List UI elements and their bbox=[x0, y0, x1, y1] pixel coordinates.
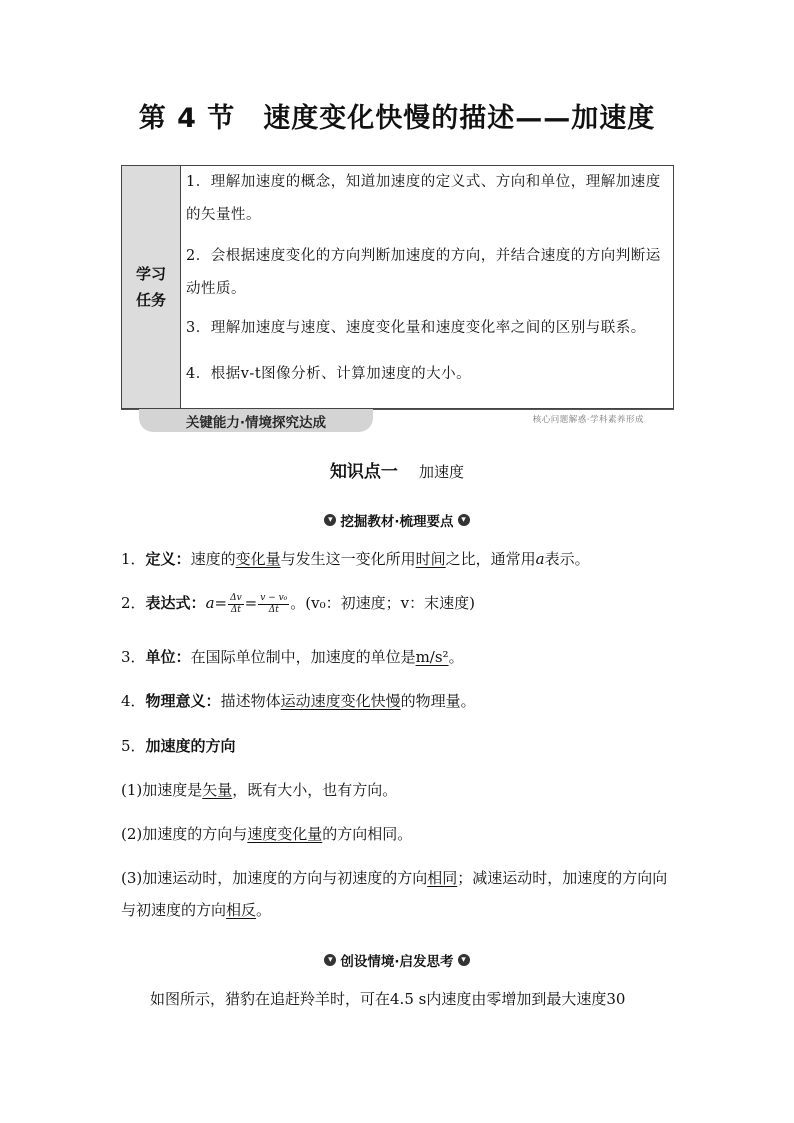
underlined-answer: m/s² bbox=[415, 648, 449, 666]
section-heading-text: 创设情境·启发思考 bbox=[340, 954, 454, 970]
text: 与发生这一变化所用 bbox=[280, 550, 416, 568]
text: 之比，通常用 bbox=[445, 550, 536, 568]
section-heading-text: 挖掘教材·梳理要点 bbox=[340, 514, 454, 530]
underlined-answer: 相同 bbox=[427, 869, 458, 887]
text: (1)加速度是 bbox=[121, 781, 203, 799]
item-number: 3． bbox=[121, 648, 146, 666]
item-label: 单位： bbox=[145, 648, 191, 666]
objective-item: 1．理解加速度的概念，知道加速度的定义式、方向和单位，理解加速度的矢量性。 bbox=[186, 174, 661, 223]
sub-item-3 bbox=[121, 862, 677, 926]
formula-lhs: a= bbox=[205, 594, 228, 612]
objective-item: 3．理解加速度与速度、速度变化量和速度变化率之间的区别与联系。 bbox=[186, 320, 646, 336]
item-label: 定义： bbox=[145, 550, 191, 568]
chevron-down-icon: ▾ bbox=[324, 514, 336, 526]
item-number: 4． bbox=[121, 692, 146, 710]
item-number: 2． bbox=[121, 594, 146, 612]
objective-item: 2．会根据速度变化的方向判断加速度的方向，并结合速度的方向判断运动性质。 bbox=[186, 248, 661, 297]
text: ；减速运动时，加速度的方向向与初速度的方向 bbox=[121, 869, 668, 919]
objectives-label-line2: 任务 bbox=[135, 291, 166, 309]
objective-item: 4．根据v-t图像分析、计算加速度的大小。 bbox=[186, 366, 472, 382]
text: 在国际单位制中，加速度的单位是 bbox=[190, 648, 416, 666]
text: (3)加速运动时，加速度的方向与初速度的方向 bbox=[121, 869, 428, 887]
text: 速度的 bbox=[190, 550, 236, 568]
section-heading-textbook bbox=[0, 510, 794, 530]
item-label: 加速度的方向 bbox=[145, 737, 236, 755]
fraction-delta-v-over-delta-t bbox=[228, 593, 244, 616]
text: 描述物体 bbox=[220, 692, 281, 710]
chevron-down-icon: ▾ bbox=[458, 514, 470, 526]
chevron-down-icon: ▾ bbox=[324, 954, 336, 966]
section-banner bbox=[121, 409, 674, 433]
banner-subtitle: 核心问题解惑·学科素养形成 bbox=[532, 415, 644, 425]
numerator: v − v₀ bbox=[260, 592, 288, 603]
chevron-down-icon: ▾ bbox=[458, 954, 470, 966]
text: 。 bbox=[256, 901, 272, 919]
text: (2)加速度的方向与 bbox=[121, 825, 248, 843]
sub-item-2 bbox=[121, 823, 681, 844]
section-heading-scenario bbox=[0, 950, 794, 970]
underlined-answer: 时间 bbox=[415, 550, 446, 568]
knowledge-point-number: 知识点一 bbox=[329, 462, 398, 482]
item-number: 1． bbox=[121, 550, 146, 568]
text: ，既有大小，也有方向。 bbox=[232, 781, 398, 799]
sub-item-1 bbox=[121, 779, 681, 800]
scenario-text: 如图所示，猎豹在追赶羚羊时，可在4.5 s内速度由零增加到最大速度30 bbox=[150, 990, 626, 1008]
item-direction bbox=[121, 735, 681, 756]
objectives-label bbox=[122, 166, 181, 408]
objectives-label-line1: 学习 bbox=[135, 265, 166, 283]
underlined-answer: 矢量 bbox=[202, 781, 233, 799]
denominator: Δt bbox=[268, 604, 279, 615]
page-title: 第 4 节 速度变化快慢的描述——加速度 bbox=[138, 103, 656, 134]
text: 的方向相同。 bbox=[322, 825, 413, 843]
knowledge-point-topic: 加速度 bbox=[419, 463, 465, 481]
underlined-answer: 速度变化量 bbox=[247, 825, 323, 843]
item-label: 表达式： bbox=[145, 594, 206, 612]
learning-objectives-table bbox=[121, 165, 674, 409]
item-number: 5． bbox=[121, 737, 146, 755]
item-formula bbox=[121, 592, 681, 616]
text: 。 bbox=[448, 648, 464, 666]
equals: = bbox=[244, 594, 258, 612]
underlined-answer: 变化量 bbox=[235, 550, 281, 568]
banner-tab: 关键能力·情境探究达成 bbox=[139, 409, 373, 432]
text: 表示。 bbox=[544, 550, 590, 568]
text: 。(v₀：初速度；v：末速度) bbox=[290, 594, 475, 612]
underlined-answer: 运动速度变化快慢 bbox=[280, 692, 401, 710]
numerator: Δv bbox=[230, 592, 242, 603]
fraction-v-minus-v0-over-delta-t bbox=[258, 593, 289, 616]
item-label: 物理意义： bbox=[145, 692, 221, 710]
denominator: Δt bbox=[230, 604, 241, 615]
item-physical-meaning bbox=[121, 690, 681, 711]
item-definition bbox=[121, 548, 681, 569]
item-unit bbox=[121, 646, 681, 667]
underlined-answer: 相反 bbox=[226, 901, 257, 919]
text: 的物理量。 bbox=[400, 692, 476, 710]
knowledge-point-heading bbox=[0, 457, 794, 482]
variable: a bbox=[535, 550, 545, 568]
